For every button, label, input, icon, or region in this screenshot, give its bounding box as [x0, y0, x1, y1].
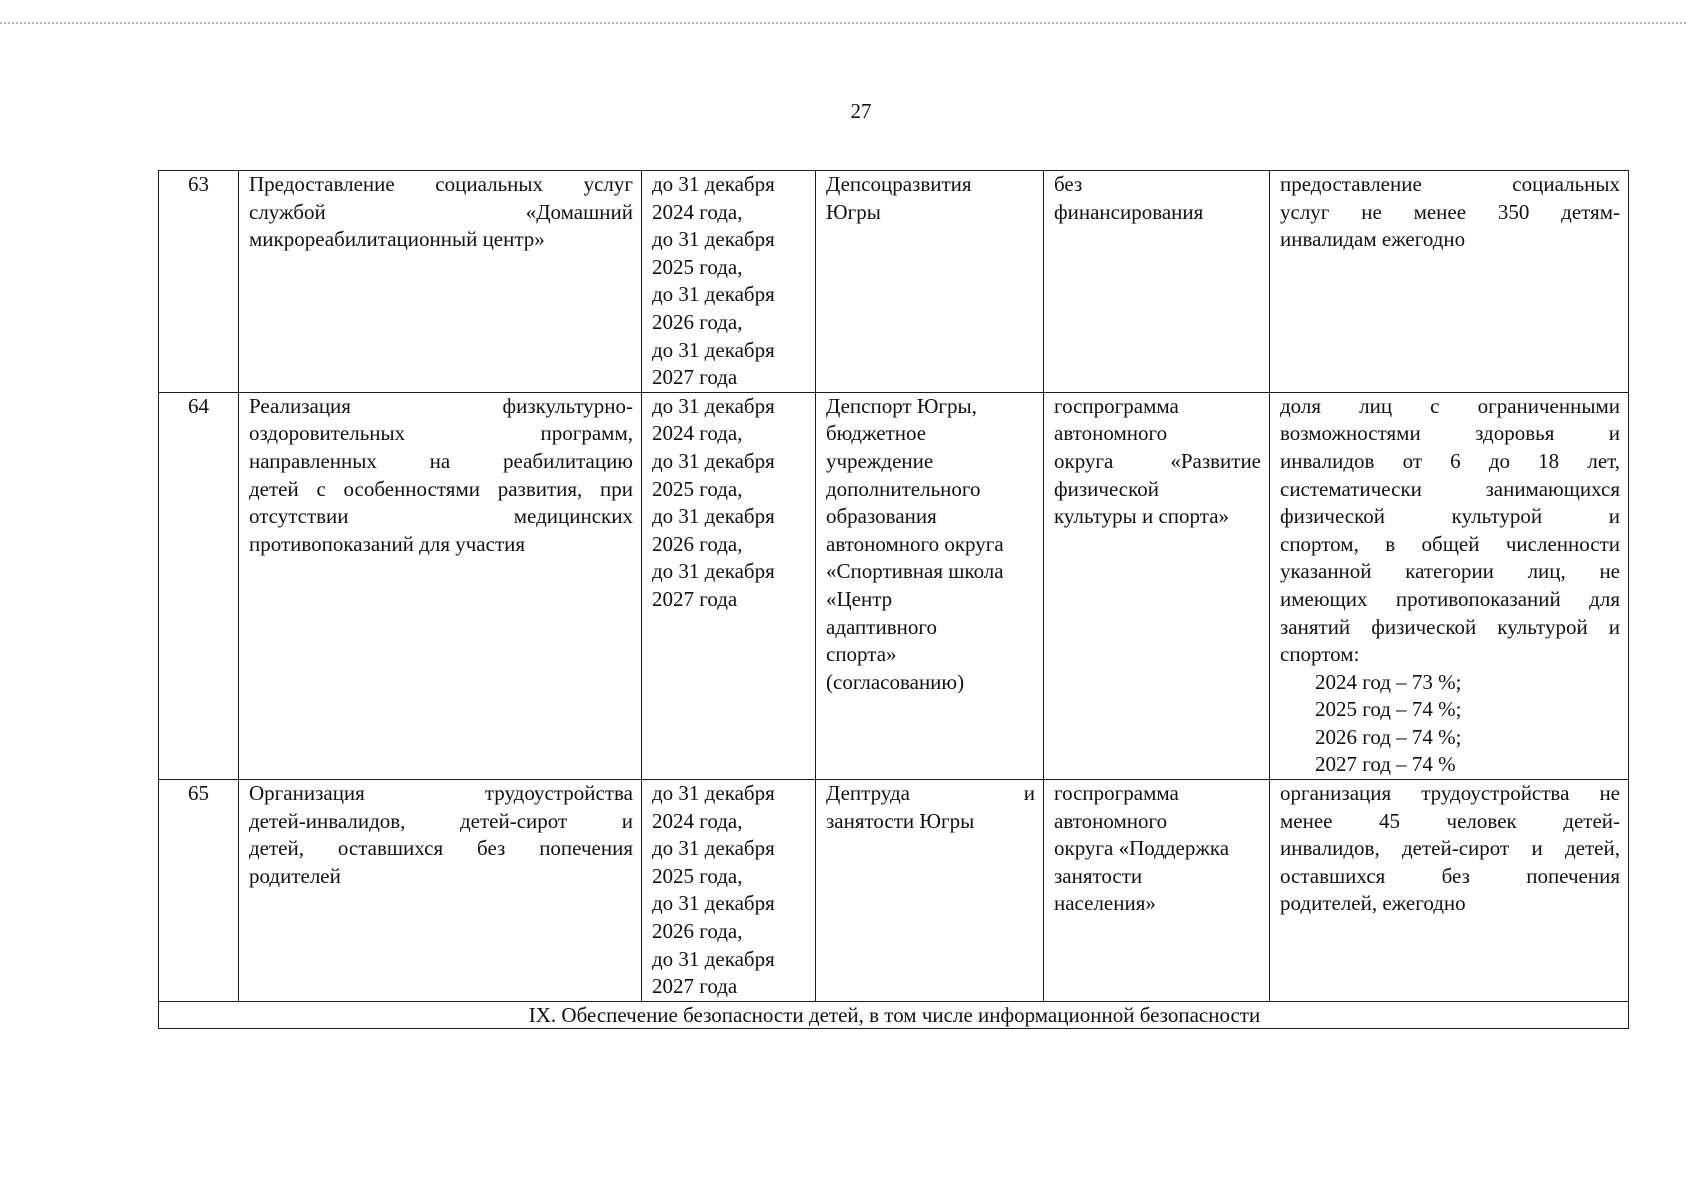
cell-funding-line: занятости: [1054, 863, 1143, 888]
cell-executor-line: бюджетное: [826, 421, 927, 446]
cell-deadline: [642, 780, 816, 1002]
cell-funding: [1044, 171, 1270, 393]
cell-result-line: систематически занимающихся: [1280, 476, 1620, 501]
cell-measure-line: детей, оставшихся без попечения: [249, 836, 633, 861]
cell-number: 63: [159, 171, 239, 393]
cell-deadline-line: до 31 декабря: [652, 891, 775, 916]
cell-executor-line: «Спортивная школа: [826, 559, 1004, 584]
cell-measure-line: противопоказаний для участия: [249, 531, 526, 556]
cell-executor-line: адаптивного: [826, 614, 937, 639]
cell-measure-line: оздоровительных программ,: [249, 421, 633, 446]
cell-deadline-line: до 31 декабря: [652, 227, 775, 252]
cell-executor-line: «Центр: [826, 586, 893, 611]
cell-result-line: возможностями здоровья и: [1280, 421, 1620, 446]
cell-measure: [239, 392, 642, 779]
cell-measure-line: Предоставление социальных услуг: [249, 172, 633, 196]
cell-deadline-line: до 31 декабря: [652, 337, 775, 362]
cell-deadline-line: 2027 года: [652, 365, 738, 390]
cell-measure-line: отсутствии медицинских: [249, 504, 633, 529]
cell-deadline-line: до 31 декабря: [652, 781, 775, 806]
cell-deadline-line: до 31 декабря: [652, 448, 775, 473]
cell-measure-line: службой «Домашний: [249, 199, 633, 224]
cell-funding: [1044, 780, 1270, 1002]
cell-result: [1270, 171, 1629, 393]
cell-result-line: доля лиц с ограниченными: [1280, 393, 1620, 418]
cell-executor-line: Югры: [826, 199, 881, 224]
cell-measure-line: Организация трудоустройства: [249, 781, 633, 806]
cell-executor-line: Депспорт Югры,: [826, 393, 977, 418]
cell-measure-line: направленных на реабилитацию: [249, 448, 633, 473]
cell-result-line: родителей, ежегодно: [1280, 891, 1466, 916]
cell-result-line: физической культурой и: [1280, 504, 1620, 529]
cell-measure-line: микрореабилитационный центр»: [249, 227, 545, 252]
cell-measure: [239, 171, 642, 393]
cell-result: [1270, 780, 1629, 1002]
cell-result-line: занятий физической культурой и: [1280, 614, 1620, 639]
cell-deadline-line: до 31 декабря: [652, 836, 775, 861]
cell-funding-line: физической: [1054, 476, 1159, 501]
cell-deadline-line: до 31 декабря: [652, 282, 775, 307]
section-row: [159, 1001, 1629, 1028]
table-row: [159, 392, 1629, 779]
cell-deadline-line: 2024 года,: [652, 199, 743, 224]
cell-measure-line: детей-инвалидов, детей-сирот и: [249, 808, 633, 833]
cell-deadline-line: 2026 года,: [652, 919, 743, 944]
cell-measure-line: Реализация физкультурно-: [249, 393, 633, 418]
cell-number: 64: [159, 392, 239, 779]
cell-funding-line: госпрограмма: [1054, 393, 1179, 418]
cell-executor-line: Депсоцразвития: [826, 172, 972, 196]
cell-deadline-line: 2025 года,: [652, 476, 743, 501]
scan-edge-noise: [0, 22, 1686, 24]
measures-table: [158, 170, 1629, 1029]
result-year-line: 2025 год – 74 %;: [1315, 697, 1462, 722]
cell-deadline-line: до 31 декабря: [652, 946, 775, 971]
result-year-line: 2024 год – 73 %;: [1315, 669, 1462, 694]
cell-deadline-line: 2025 года,: [652, 254, 743, 279]
cell-result-line: менее 45 человек детей-: [1280, 808, 1620, 833]
cell-result-line: услуг не менее 350 детям-: [1280, 199, 1620, 224]
cell-result-line: организация трудоустройства не: [1280, 781, 1620, 806]
cell-deadline-line: 2027 года: [652, 586, 738, 611]
cell-result-line: предоставление социальных: [1280, 172, 1620, 196]
cell-executor-line: дополнительного: [826, 476, 981, 501]
cell-funding-line: финансирования: [1054, 199, 1204, 224]
cell-result-line: инвалидов, детей-сирот и детей,: [1280, 836, 1620, 861]
cell-measure-line: родителей: [249, 863, 341, 888]
cell-executor-line: занятости Югры: [826, 808, 975, 833]
cell-deadline: [642, 171, 816, 393]
cell-funding-line: автономного: [1054, 808, 1168, 833]
section-heading: IX. Обеспечение безопасности детей, в том числе информационной безопасности: [159, 1001, 1629, 1028]
cell-funding-line: округа «Поддержка: [1054, 836, 1230, 861]
cell-executor: [816, 171, 1044, 393]
cell-funding-line: автономного: [1054, 421, 1168, 446]
table-row: [159, 171, 1629, 393]
cell-deadline-line: до 31 декабря: [652, 504, 775, 529]
cell-result-line: инвалидов от 6 до 18 лет,: [1280, 448, 1620, 473]
cell-deadline-line: 2027 года: [652, 974, 738, 999]
result-year-line: 2026 год – 74 %;: [1315, 724, 1462, 749]
cell-funding-line: округа «Развитие: [1054, 448, 1261, 473]
cell-deadline: [642, 392, 816, 779]
cell-result-line: оставшихся без попечения: [1280, 863, 1620, 888]
cell-executor: [816, 392, 1044, 779]
cell-deadline-line: 2026 года,: [652, 531, 743, 556]
cell-number: 65: [159, 780, 239, 1002]
cell-deadline-line: до 31 декабря: [652, 172, 775, 196]
table-row: [159, 780, 1629, 1002]
cell-deadline-line: 2025 года,: [652, 863, 743, 888]
cell-deadline-line: 2024 года,: [652, 421, 743, 446]
cell-deadline-line: 2026 года,: [652, 309, 743, 334]
cell-funding-line: без: [1054, 172, 1083, 196]
cell-result-line: спортом:: [1280, 642, 1360, 667]
cell-executor: [816, 780, 1044, 1002]
cell-measure: [239, 780, 642, 1002]
cell-funding-line: госпрограмма: [1054, 781, 1179, 806]
cell-executor-line: образования: [826, 504, 937, 529]
cell-deadline-line: до 31 декабря: [652, 393, 775, 418]
cell-executor-line: автономного округа: [826, 531, 1004, 556]
cell-result-line: инвалидам ежегодно: [1280, 227, 1466, 252]
result-year-line: 2027 год – 74 %: [1315, 752, 1456, 777]
cell-result: [1270, 392, 1629, 779]
cell-funding-line: культуры и спорта»: [1054, 504, 1230, 529]
cell-measure-line: детей с особенностями развития, при: [249, 476, 633, 501]
cell-deadline-line: 2024 года,: [652, 808, 743, 833]
cell-executor-line: (согласованию): [826, 669, 965, 694]
cell-funding-line: населения»: [1054, 891, 1156, 916]
cell-result-line: спортом, в общей численности: [1280, 531, 1620, 556]
measures-table-body: [159, 171, 1629, 1002]
cell-result-line: указанной категории лиц, не: [1280, 559, 1620, 584]
cell-funding: [1044, 392, 1270, 779]
cell-deadline-line: до 31 декабря: [652, 559, 775, 584]
page-number: 27: [850, 99, 872, 123]
cell-executor-line: Дептруда и: [826, 781, 1035, 806]
cell-executor-line: спорта»: [826, 642, 897, 667]
cell-executor-line: учреждение: [826, 448, 934, 473]
cell-result-line: имеющих противопоказаний для: [1280, 586, 1620, 611]
